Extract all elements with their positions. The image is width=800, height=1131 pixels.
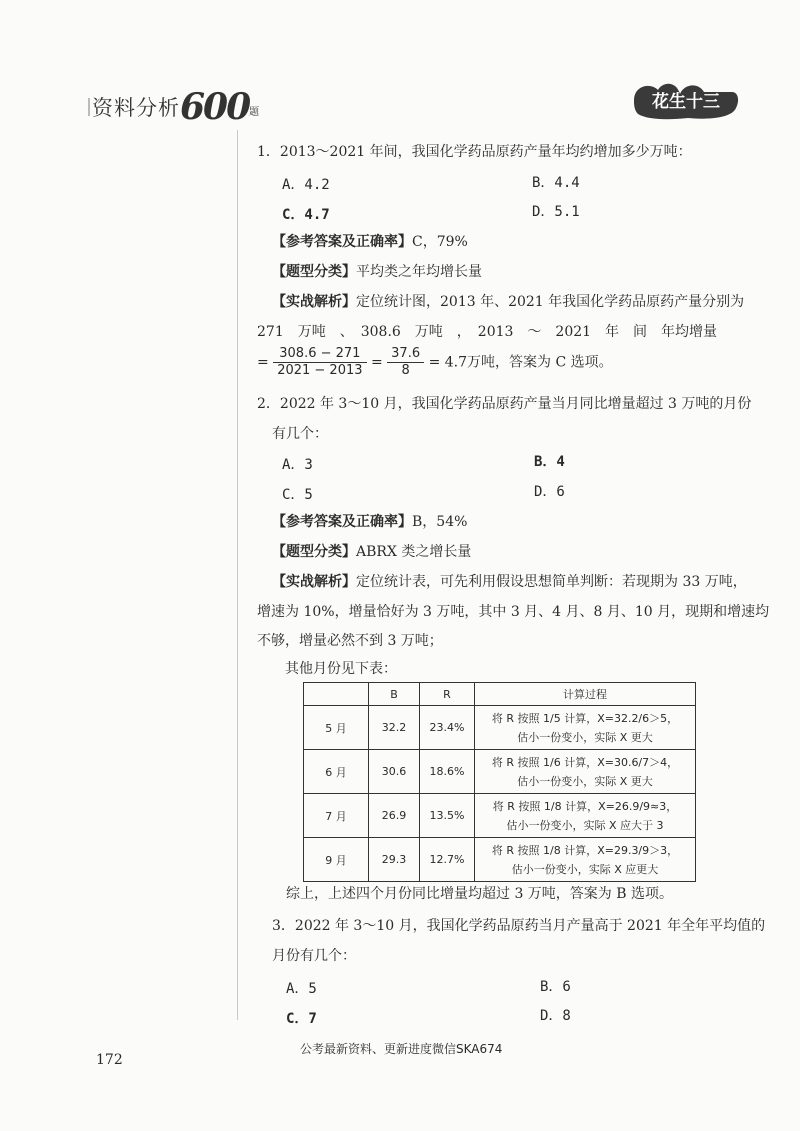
q2-analysis-line3: 不够，增量必然不到 3 万吨； xyxy=(257,633,443,649)
table-cell-month: 9 月 xyxy=(304,838,369,882)
q1-type xyxy=(272,262,482,282)
q1-stem: 1．2013～2021 年间，我国化学药品原药产量年均约增加多少万吨： xyxy=(257,144,692,160)
q1-type-value: 平均类之年均增长量 xyxy=(356,264,482,280)
q1-option-d: D．5.1 xyxy=(532,204,580,220)
q3-option-c: C．7 xyxy=(286,1011,317,1027)
table-cell-month: 7 月 xyxy=(304,794,369,838)
table-cell-r: 23.4% xyxy=(420,706,475,750)
q3-stem-line1: 3．2022 年 3～10 月，我国化学药品原药当月产量高于 2021 年全年平均值的 xyxy=(272,918,766,934)
q2-type-value: ABRX 类之增长量 xyxy=(356,544,472,560)
table-header-row xyxy=(304,683,696,706)
q2-table-intro: 其他月份见下表： xyxy=(285,661,397,677)
book-title xyxy=(92,86,260,128)
book-title-prefix: 资料分析 xyxy=(92,96,180,120)
table-header-b: B xyxy=(369,683,420,706)
table-row xyxy=(304,750,696,794)
book-title-number: 600 xyxy=(180,86,250,128)
table-cell-month: 6 月 xyxy=(304,750,369,794)
q1-frac2-num: 37.6 xyxy=(387,346,424,363)
q1-option-a: A．4.2 xyxy=(282,177,330,193)
table-cell-r: 13.5% xyxy=(420,794,475,838)
table-cell-b: 26.9 xyxy=(369,794,420,838)
q2-type xyxy=(272,542,471,562)
page-number: 172 xyxy=(96,1052,123,1068)
q1-analysis-line1 xyxy=(272,292,744,312)
q2-analysis-line2: 增速为 10%，增量恰好为 3 万吨，其中 3 月、4 月、8 月、10 月，现期和增速均 xyxy=(257,604,770,620)
q2-type-tag: 【题型分类】 xyxy=(272,544,356,560)
q1-eq-suffix: = 4.7万吨，答案为 C 选项。 xyxy=(428,354,613,371)
q2-answer-value: B，54% xyxy=(412,514,468,530)
q1-fraction-1 xyxy=(273,346,366,379)
table-cell-b: 30.6 xyxy=(369,750,420,794)
q1-answer-tag: 【参考答案及正确率】 xyxy=(272,234,412,250)
q1-option-b: B．4.4 xyxy=(532,175,580,191)
footer-note: 公考最新资料、更新进度微信SKA674 xyxy=(300,1042,503,1056)
table-cell-month: 5 月 xyxy=(304,706,369,750)
q3-option-d: D．8 xyxy=(540,1008,571,1024)
q2-stem-line1: 2．2022 年 3～10 月，我国化学药品原药产量当月同比增量超过 3 万吨的月份 xyxy=(257,396,752,412)
q3-option-a: A．5 xyxy=(286,981,317,997)
process-line1: 将 R 按照 1/5 计算，X=32.2/6＞5， xyxy=(491,711,679,725)
q1-option-c: C．4.7 xyxy=(282,207,330,223)
q2-option-c: C．5 xyxy=(282,487,313,503)
table-cell-process xyxy=(475,706,696,750)
book-title-suffix: 题 xyxy=(249,107,261,118)
process-line1: 将 R 按照 1/8 计算，X=26.9/9≈3， xyxy=(492,799,678,813)
table-cell-r: 18.6% xyxy=(420,750,475,794)
q1-answer xyxy=(272,232,468,252)
q2-analysis-line1 xyxy=(272,572,747,592)
q1-equation xyxy=(257,346,613,379)
q2-analysis-text1: 定位统计表，可先利用假设思想简单判断：若现期为 33 万吨， xyxy=(356,574,747,590)
q2-answer-tag: 【参考答案及正确率】 xyxy=(272,514,412,530)
table-row xyxy=(304,838,696,882)
process-line2: 估小一份变小，实际 X 应大于 3 xyxy=(506,818,664,832)
brand-label: 花生十三 xyxy=(652,92,720,112)
q2-option-a: A．3 xyxy=(282,457,313,473)
process-line2: 估小一份变小，实际 X 更大 xyxy=(517,774,653,788)
table-cell-process xyxy=(475,794,696,838)
q2-analysis-tag: 【实战解析】 xyxy=(272,574,356,590)
q1-answer-value: C，79% xyxy=(412,234,468,250)
q2-conclusion: 综上，上述四个月份同比增量均超过 3 万吨，答案为 B 选项。 xyxy=(286,886,673,902)
table-cell-b: 29.3 xyxy=(369,838,420,882)
q2-calc-table xyxy=(303,682,696,882)
table-cell-process xyxy=(475,750,696,794)
table-cell-r: 12.7% xyxy=(420,838,475,882)
table-cell-b: 32.2 xyxy=(369,706,420,750)
q1-type-tag: 【题型分类】 xyxy=(272,264,356,280)
table-cell-process xyxy=(475,838,696,882)
q1-analysis-text1: 定位统计图，2013 年、2021 年我国化学药品原药产量分别为 xyxy=(356,294,745,310)
q3-stem-line2: 月份有几个： xyxy=(272,948,356,964)
process-line2: 估小一份变小，实际 X 应更大 xyxy=(511,862,659,876)
q2-option-b: B．4 xyxy=(534,454,565,470)
table-row xyxy=(304,706,696,750)
table-header-month xyxy=(304,683,369,706)
q1-fraction-2 xyxy=(387,346,424,379)
table-header-process: 计算过程 xyxy=(475,683,696,706)
q2-stem-line2: 有几个： xyxy=(272,426,328,442)
process-line1: 将 R 按照 1/6 计算，X=30.6/7＞4， xyxy=(491,755,679,769)
q2-answer xyxy=(272,512,467,532)
q1-eq-mid: = xyxy=(370,354,383,371)
q1-frac2-den: 8 xyxy=(401,363,410,378)
table-header-r: R xyxy=(420,683,475,706)
q1-analysis-tag: 【实战解析】 xyxy=(272,294,356,310)
q2-option-d: D．6 xyxy=(534,484,565,500)
q1-analysis-line2: 271 万吨 、 308.6 万吨 ， 2013 ～ 2021 年 间 年均增量 xyxy=(257,324,718,340)
header-rule xyxy=(88,98,90,116)
process-line1: 将 R 按照 1/8 计算，X=29.3/9＞3， xyxy=(491,843,679,857)
margin-rule xyxy=(237,130,238,1020)
q1-eq-prefix: = xyxy=(257,354,269,371)
q3-option-b: B．6 xyxy=(540,979,571,995)
process-line2: 估小一份变小，实际 X 更大 xyxy=(517,730,653,744)
q1-frac1-num: 308.6 − 271 xyxy=(273,346,366,363)
q1-frac1-den: 2021 − 2013 xyxy=(277,363,363,378)
table-row xyxy=(304,794,696,838)
